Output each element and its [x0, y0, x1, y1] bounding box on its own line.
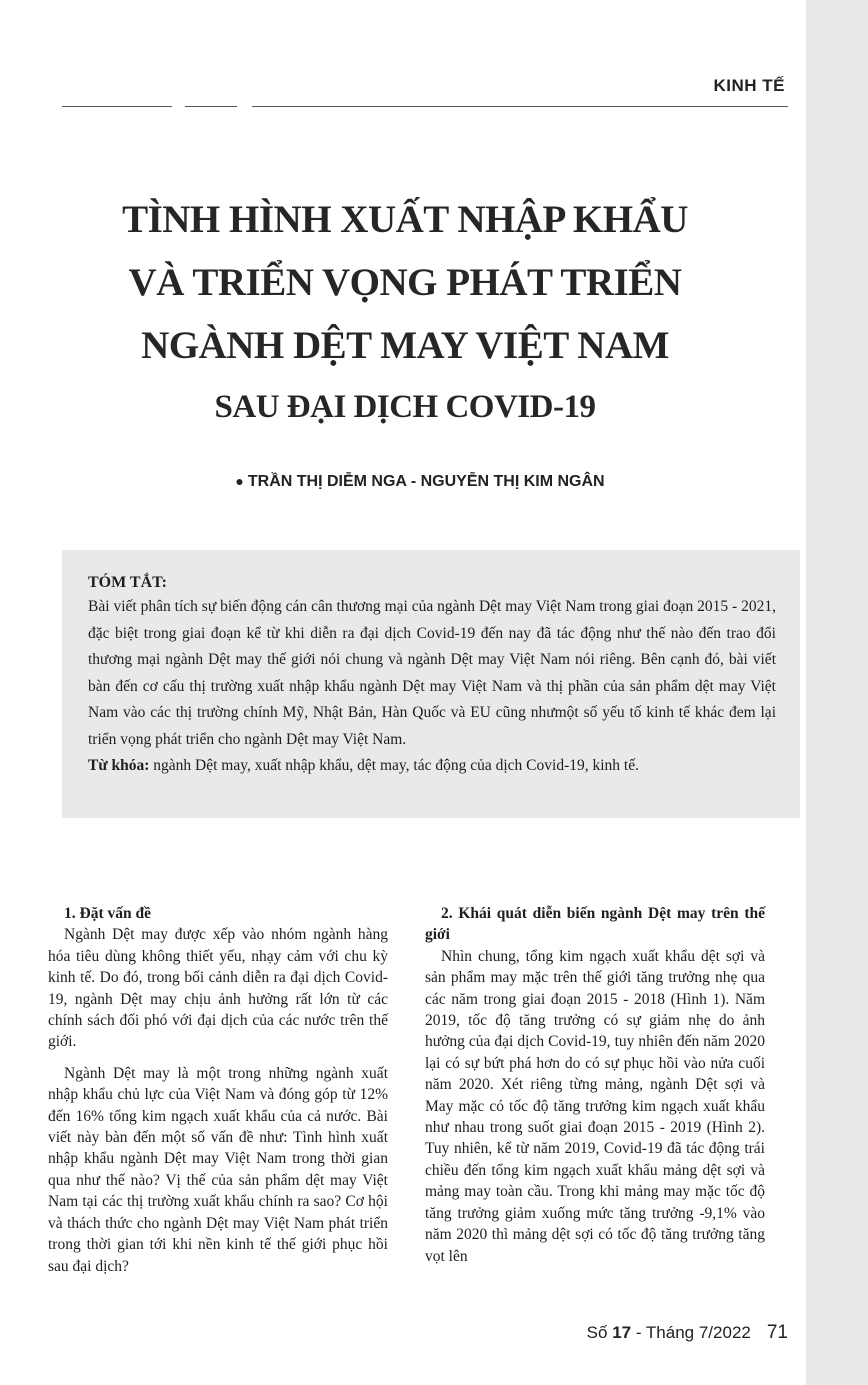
author-names: TRẦN THỊ DIỄM NGA - NGUYỄN THỊ KIM NGÂN — [247, 473, 605, 490]
right-column — [425, 903, 765, 1277]
page-number: 71 — [766, 1322, 788, 1343]
keywords-text: ngành Dệt may, xuất nhập khẩu, dệt may, tác động của dịch Covid-19, kinh tế. — [149, 757, 639, 774]
keywords-line — [88, 753, 776, 780]
authors — [120, 473, 720, 491]
header-rule-2 — [185, 106, 237, 107]
title-line-2: VÀ TRIỂN VỌNG PHÁT TRIỂN — [128, 261, 682, 304]
page-footer — [538, 1322, 788, 1344]
keywords-label: Từ khóa: — [88, 757, 150, 774]
section-2-heading: 2. Khái quát diễn biến ngành Dệt may trên thế giới — [425, 905, 765, 944]
title-line-3: NGÀNH DỆT MAY VIỆT NAM — [141, 324, 669, 367]
abstract-box — [62, 550, 800, 818]
title-line-1: TÌNH HÌNH XUẤT NHẬP KHẨU — [122, 198, 688, 241]
header-rule-3 — [252, 106, 788, 107]
abstract-body: Bài viết phân tích sự biến động cán cân thương mại của ngành Dệt may Việt Nam trong giai đoạn 2015 - 2021, đặc biệt trong giai đoạn kể từ khi diễn ra đại dịch Covid-19 đến nay đã tác động như thế nào đến trao đổi thương mại ngành Dệt may thế giới nói chung và ngành Dệt may Việt Nam nói riêng. Bên cạnh đó, bài viết bàn đến cơ cấu thị trường xuất nhập khẩu ngành Dệt may Việt Nam và thị phần của sản phẩm dệt may Việt Nam vào các thị trường chính Mỹ, Nhật Bản, Hàn Quốc và EU cũng nhưmột số yếu tố kinh tế khác đem lại triển vọng phát triển cho ngành Dệt may Việt Nam. — [88, 598, 776, 748]
bullet-icon: ● — [235, 473, 244, 489]
issue-date: - Tháng 7/2022 — [631, 1323, 751, 1342]
section-1-paragraph-2: Ngành Dệt may là một trong những ngành xuất nhập khẩu chủ lực của Việt Nam và đóng góp từ 12% đến 16% tổng kim ngạch xuất khẩu của cả nước. Bài viết này bàn đến một số vấn đề như: Tình hình xuất nhập khẩu ngành Dệt may Việt Nam trong thời gian qua như thế nào? Vị thế của sản phẩm dệt may Việt Nam tại các thị trường xuất khẩu chính ra sao? Cơ hội và thách thức cho ngành Dệt may Việt Nam phát triển trong thời gian tới khi nền kinh tế thế giới phục hồi sau đại dịch? — [48, 1064, 388, 1275]
section-2-paragraph-1: Nhìn chung, tổng kim ngạch xuất khẩu dệt sợi và sản phẩm may mặc trên thế giới tăng trưởng nhẹ qua các năm trong giai đoạn 2015 - 2018 (Hình 1). Năm 2019, tốc độ tăng trưởng có sự giảm nhẹ do ảnh hưởng của đại dịch Covid-19, tuy nhiên đến năm 2020 lại có sự bứt phá hơn do có sự phục hồi vào nửa cuối năm 2020. Xét riêng từng mảng, ngành Dệt sợi và May mặc có tốc độ tăng trưởng kim ngạch xuất khẩu như nhau trong suốt giai đoạn 2015 - 2019 (Hình 2). Tuy nhiên, kể từ năm 2019, Covid-19 đã tác động trái chiều đến tổng kim ngạch xuất khẩu mảng dệt sợi và mảng may toàn cầu. Trong khi mảng may mặc tốc độ tăng trưởng giảm xuống mức tăng trưởng -9,1% vào năm 2020 thì mảng dệt sợi có tốc độ tăng trưởng tăng vọt lên — [425, 947, 765, 1265]
left-column — [48, 903, 388, 1287]
section-1-paragraph-1: Ngành Dệt may được xếp vào nhóm ngành hàng hóa tiêu dùng không thiết yếu, nhạy cảm với chu kỳ kinh tế. Do đó, trong bối cảnh diễn ra đại dịch Covid-19, ngành Dệt may chịu ảnh hưởng rất lớn từ các chính sách đối phó với đại dịch của các nước trên thế giới. — [48, 926, 388, 1051]
title-line-4: SAU ĐẠI DỊCH COVID-19 — [214, 389, 596, 425]
abstract-heading: TÓM TẮT: — [88, 574, 167, 591]
page-edge-shadow — [806, 0, 868, 1385]
section-tag: KINH TẾ — [713, 76, 785, 95]
header-rule-1 — [62, 106, 172, 107]
issue-prefix: Số — [586, 1323, 613, 1342]
article-title — [60, 188, 750, 435]
issue-number: 17 — [612, 1323, 632, 1342]
section-1-heading: 1. Đặt vấn đề — [64, 905, 151, 922]
